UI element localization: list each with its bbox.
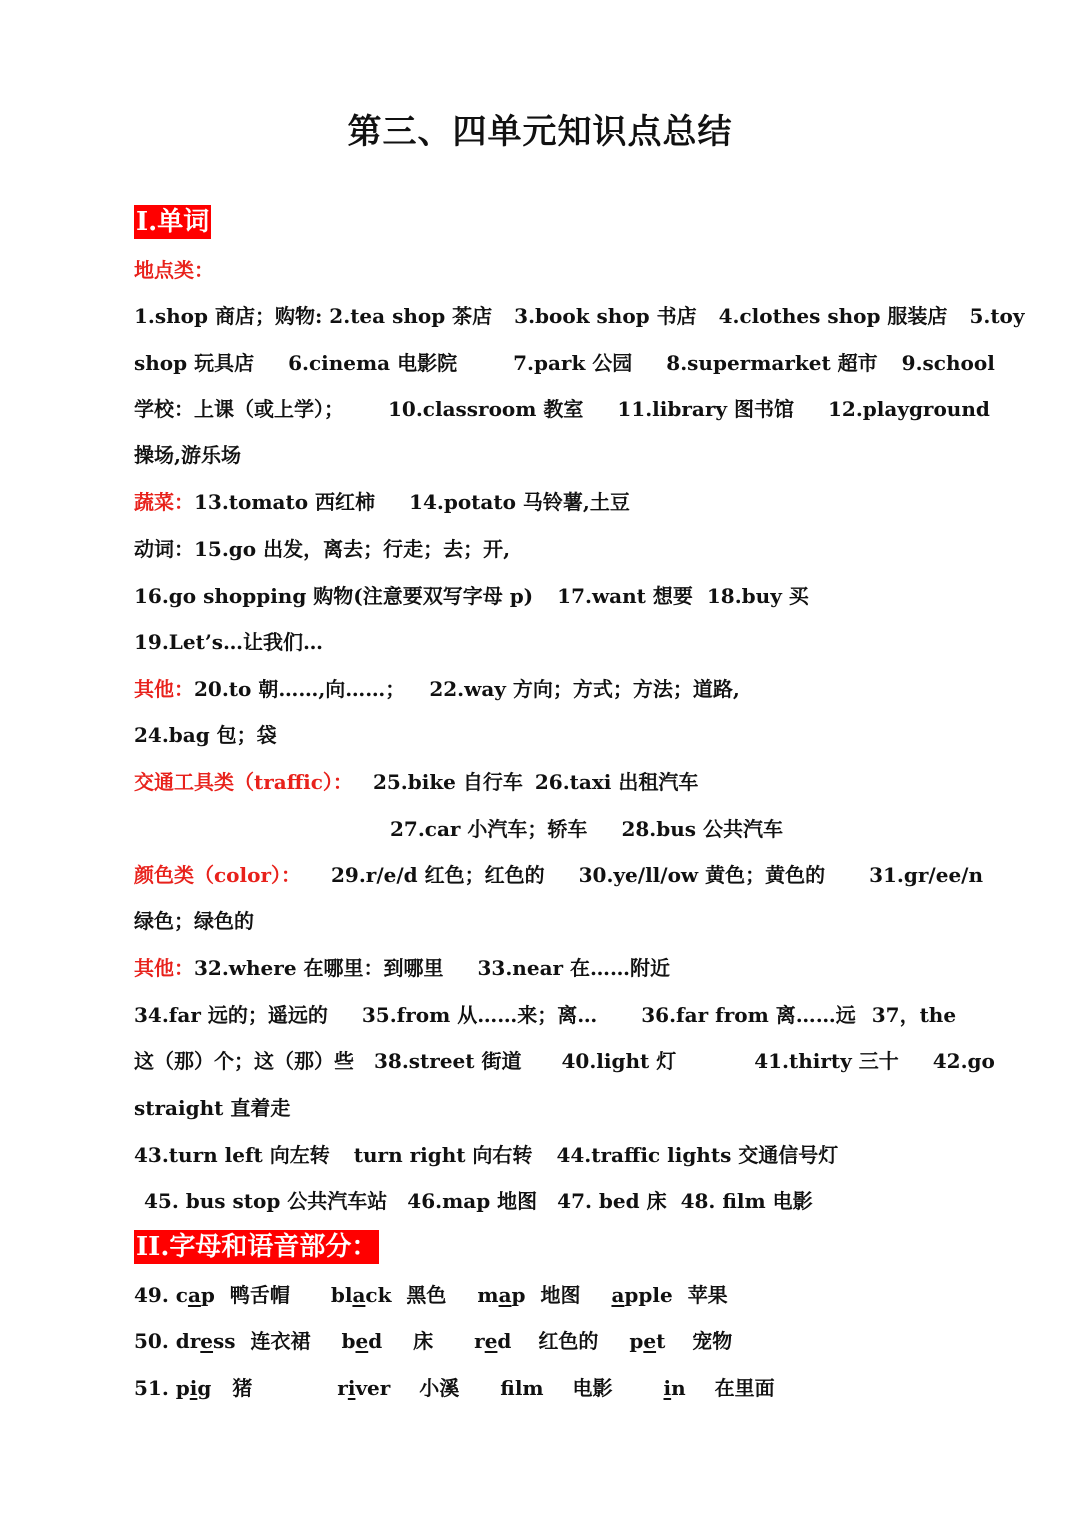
vocab-item: 35.from 从……来；离… [361, 1003, 598, 1027]
vocab-item: shop 玩具店 [134, 351, 255, 375]
vocab-line-other-1 [134, 675, 964, 703]
phonics-meaning: 床 [413, 1329, 434, 1353]
vocab-line-43 [134, 1141, 964, 1169]
phonics-word: pig [175, 1376, 212, 1400]
section-2-label: II.字母和语音部分： [136, 1232, 378, 1262]
phonics-meaning: 小溪 [419, 1376, 460, 1400]
vocab-item: 学校：上课（或上学）； [134, 397, 344, 421]
phonics-line-49 [134, 1281, 964, 1309]
vocab-item: 32.where 在哪里：到哪里 [194, 956, 444, 980]
phonics-word: bed [341, 1329, 383, 1353]
phonics-word: in [663, 1376, 686, 1400]
vocab-item: 28.bus 公共汽车 [621, 817, 783, 841]
vocab-line-other-2 [134, 954, 964, 982]
vocab-item: 38.street 街道 [374, 1049, 522, 1073]
vocab-item: 3.book shop 书店 [514, 304, 697, 328]
vocab-line-verbs: 动词：15.go 出发，离去；行走；去；开, [134, 537, 511, 561]
vocab-line-1 [134, 302, 1025, 330]
phonics-meaning: 苹果 [687, 1283, 728, 1307]
phonics-meaning: 电影 [572, 1376, 613, 1400]
section-heading-phonics [134, 1230, 964, 1264]
phonics-word: apple [611, 1283, 673, 1307]
vocab-item: 14.potato 马铃薯,土豆 [409, 490, 630, 514]
phonics-line-50 [134, 1327, 964, 1355]
vocab-line-42b: straight 直着走 [134, 1096, 291, 1120]
vocab-item: 13.tomato 西红柿 [194, 490, 376, 514]
vocab-item: 44.traffic lights 交通信号灯 [556, 1143, 839, 1167]
vocab-item: 43.turn left 向左转 [134, 1143, 330, 1167]
vocab-item: 46.map 地图 [407, 1189, 538, 1213]
vocab-item: 6.cinema 电影院 [288, 351, 458, 375]
vocab-line-traffic-1 [134, 768, 964, 796]
phonics-meaning: 鸭舌帽 [229, 1283, 290, 1307]
vocab-item: 31.gr/ee/n [869, 863, 984, 887]
vocab-line-2 [134, 349, 995, 377]
vocab-item: 11.library 图书馆 [617, 397, 794, 421]
vocab-item: 48. film 电影 [680, 1189, 813, 1213]
vocab-item: 33.near 在……附近 [477, 956, 671, 980]
category-color: 颜色类（color）： [134, 863, 301, 887]
section-1-label: I.单词 [136, 207, 210, 237]
phonics-word: river [337, 1376, 391, 1400]
vocab-line-45 [144, 1187, 974, 1215]
vocab-line-color-1 [134, 861, 984, 889]
vocab-line-traffic-2 [390, 815, 950, 843]
vocab-item: 47. bed 床 [557, 1189, 667, 1213]
phonics-meaning: 猪 [232, 1376, 253, 1400]
vocab-item: 9.school [901, 351, 995, 375]
phonics-meaning: 在里面 [714, 1376, 775, 1400]
vocab-line-19: 19.Let’s…让我们… [134, 630, 324, 654]
vocab-item: 26.taxi 出租汽车 [534, 770, 699, 794]
vocab-item: 20.to 朝……,向……； [194, 677, 406, 701]
vocab-item: 37，the [871, 1003, 957, 1027]
vocab-item: 36.far from 离……远 [641, 1003, 856, 1027]
vocab-item: 5.toy [969, 304, 1025, 328]
vocab-item: turn right 向右转 [353, 1143, 533, 1167]
vocab-line-34 [134, 1001, 964, 1029]
vocab-line-4: 操场,游乐场 [134, 443, 241, 467]
vocab-line-vegetables [134, 488, 964, 516]
vocab-item: 7.park 公园 [513, 351, 633, 375]
category-traffic: 交通工具类（traffic）： [134, 770, 353, 794]
vocab-item: 17.want 想要 [557, 584, 693, 608]
vocab-item: 1.shop 商店；购物: 2.tea shop 茶店 [134, 304, 493, 328]
vocab-item: 30.ye/ll/ow 黄色；黄色的 [578, 863, 826, 887]
vocab-line-38 [134, 1047, 995, 1075]
vocab-item: 16.go shopping 购物(注意要双写字母 p) [134, 584, 534, 608]
section-heading-vocabulary [134, 205, 964, 239]
vocab-item: 34.far 远的；遥远的 [134, 1003, 328, 1027]
vocab-item: 42.go [932, 1049, 995, 1073]
vocab-line-24: 24.bag 包；袋 [134, 723, 277, 747]
vocab-item: 29.r/e/d 红色；红色的 [331, 863, 545, 887]
phonics-word: dress [175, 1329, 236, 1353]
phonics-meaning: 连衣裙 [250, 1329, 311, 1353]
phonics-meaning: 红色的 [538, 1329, 599, 1353]
vocab-item: 40.light 灯 [561, 1049, 677, 1073]
vocab-item: 18.buy 买 [706, 584, 809, 608]
vocab-item: 8.supermarket 超市 [666, 351, 878, 375]
category-vegetables: 蔬菜： [134, 490, 194, 514]
phonics-word: pet [629, 1329, 666, 1353]
vocab-line-3 [134, 395, 990, 423]
category-other: 其他： [134, 956, 194, 980]
phonics-word: black [330, 1283, 392, 1307]
phonics-word: red [474, 1329, 512, 1353]
vocab-item: 45. bus stop 公共汽车站 [144, 1189, 388, 1213]
vocab-item: 27.car 小汽车；轿车 [390, 817, 588, 841]
vocab-item: 这（那）个；这（那）些 [134, 1049, 354, 1073]
phonics-word: cap [175, 1283, 215, 1307]
vocab-item: 4.clothes shop 服装店 [718, 304, 948, 328]
vocab-line-color-2: 绿色；绿色的 [134, 909, 254, 933]
vocab-item: 41.thirty 三十 [754, 1049, 899, 1073]
vocab-item: 12.playground [827, 397, 990, 421]
phonics-number: 51. [134, 1376, 169, 1400]
vocab-item: 10.classroom 教室 [388, 397, 584, 421]
page-title: 第三、四单元知识点总结 [347, 112, 733, 152]
phonics-meaning: 宠物 [692, 1329, 733, 1353]
vocab-item: 25.bike 自行车 [372, 770, 523, 794]
vocab-item: 22.way 方向；方式；方法；道路, [429, 677, 740, 701]
phonics-number: 49. [134, 1283, 169, 1307]
phonics-meaning: 黑色 [406, 1283, 447, 1307]
phonics-word: map [477, 1283, 526, 1307]
phonics-meaning: 地图 [540, 1283, 581, 1307]
phonics-line-51 [134, 1374, 964, 1402]
phonics-number: 50. [134, 1329, 169, 1353]
phonics-word: flm [500, 1376, 544, 1400]
category-other: 其他： [134, 677, 194, 701]
category-places: 地点类： [134, 258, 214, 282]
vocab-line-16 [134, 582, 964, 610]
